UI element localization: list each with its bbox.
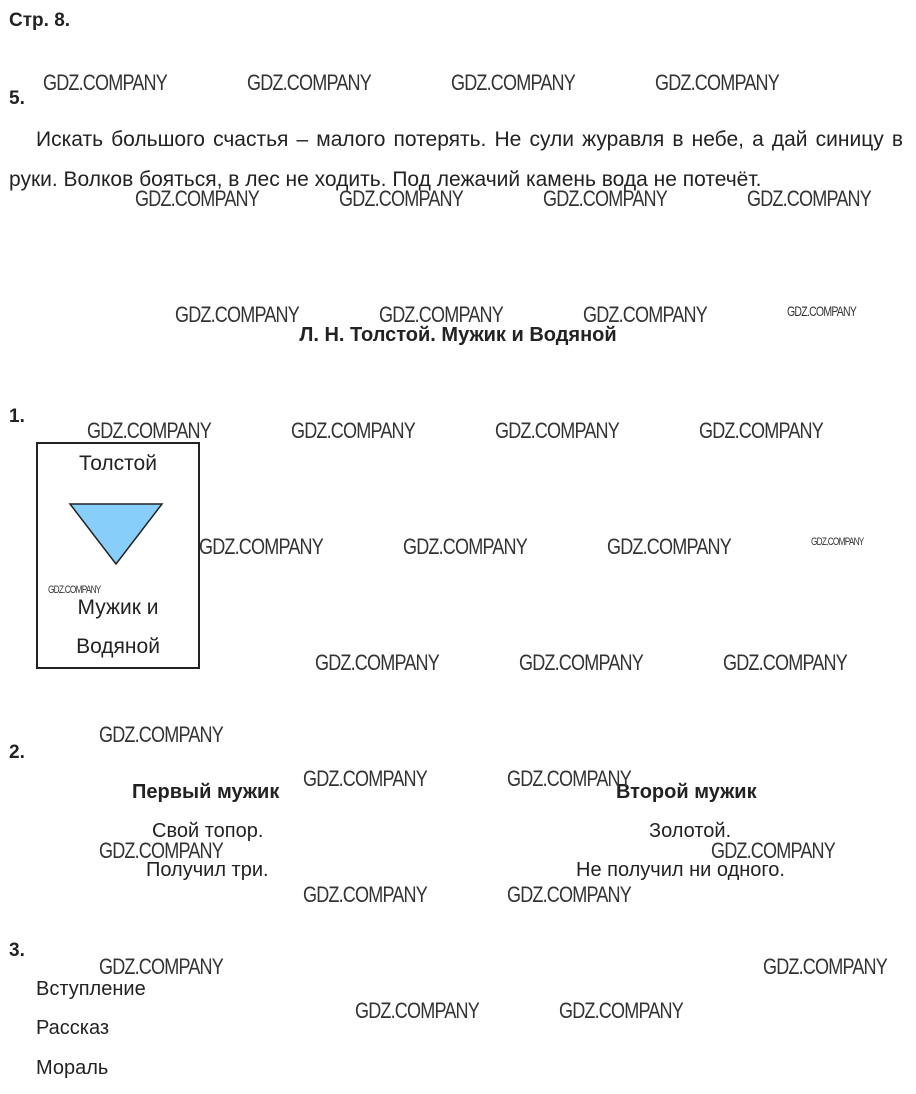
watermark: GDZ.COMPANY (403, 534, 527, 559)
work-label-line2: Водяной (76, 635, 160, 658)
watermark: GDZ.COMPANY (507, 766, 631, 791)
watermark: GDZ.COMPANY (811, 536, 864, 548)
watermark: GDZ.COMPANY (711, 838, 835, 863)
watermark: GDZ.COMPANY (507, 882, 631, 907)
part-story: Рассказ (36, 1017, 110, 1039)
watermark: GDZ.COMPANY (559, 998, 683, 1023)
watermark: GDZ.COMPANY (43, 70, 167, 95)
first-peasant-row2: Получил три. (146, 859, 269, 881)
task-3-number: 3. (9, 940, 25, 961)
watermark: GDZ.COMPANY (355, 998, 479, 1023)
watermark: GDZ.COMPANY (607, 534, 731, 559)
watermark: GDZ.COMPANY (699, 418, 823, 443)
watermark: GDZ.COMPANY (655, 70, 779, 95)
part-intro: Вступление (36, 978, 146, 1000)
page-label: Стр. 8. (9, 10, 71, 31)
first-peasant-heading: Первый мужик (132, 781, 280, 803)
watermark: GDZ.COMPANY (199, 534, 323, 559)
watermark: GDZ.COMPANY (747, 186, 871, 211)
watermark: GDZ.COMPANY (87, 418, 211, 443)
watermark: GDZ.COMPANY (543, 186, 667, 211)
first-peasant-row1: Свой топор. (152, 820, 264, 842)
work-label-line1: Мужик и (77, 596, 159, 619)
watermark: GDZ.COMPANY (583, 302, 707, 327)
watermark: GDZ.COMPANY (379, 302, 503, 327)
watermark: GDZ.COMPANY (787, 303, 857, 319)
task-5-number: 5. (9, 88, 25, 109)
triangle-shape (68, 502, 164, 566)
watermark: GDZ.COMPANY (303, 882, 427, 907)
watermark: GDZ.COMPANY (99, 954, 223, 979)
watermark: GDZ.COMPANY (135, 186, 259, 211)
watermark: GDZ.COMPANY (519, 650, 643, 675)
author-work-box (36, 442, 200, 669)
watermark: GDZ.COMPANY (339, 186, 463, 211)
watermark: GDZ.COMPANY (175, 302, 299, 327)
watermark: GDZ.COMPANY (291, 418, 415, 443)
watermark: GDZ.COMPANY (763, 954, 887, 979)
second-peasant-heading: Второй мужик (616, 781, 757, 803)
watermark: GDZ.COMPANY (723, 650, 847, 675)
task-1-number: 1. (9, 406, 25, 427)
part-moral: Мораль (36, 1057, 109, 1079)
task-2-number: 2. (9, 742, 25, 763)
watermark: GDZ.COMPANY (315, 650, 439, 675)
watermark: GDZ.COMPANY (48, 584, 101, 596)
watermark: GDZ.COMPANY (495, 418, 619, 443)
watermark: GDZ.COMPANY (247, 70, 371, 95)
author-label: Толстой (79, 452, 157, 475)
task-5-text: Искать большого счастья – малого потерять. Не сули журавля в небе, а дай синицу в руки. Волков бояться, в лес не ходить. Под лежачий камень вода не потечёт. (9, 128, 903, 191)
watermark: GDZ.COMPANY (99, 838, 223, 863)
second-peasant-row2: Не получил ни одного. (576, 859, 785, 881)
watermark: GDZ.COMPANY (451, 70, 575, 95)
watermark: GDZ.COMPANY (99, 722, 223, 747)
second-peasant-row1: Золотой. (649, 820, 732, 842)
watermark: GDZ.COMPANY (303, 766, 427, 791)
story-title: Л. Н. Толстой. Мужик и Водяной (299, 324, 617, 346)
